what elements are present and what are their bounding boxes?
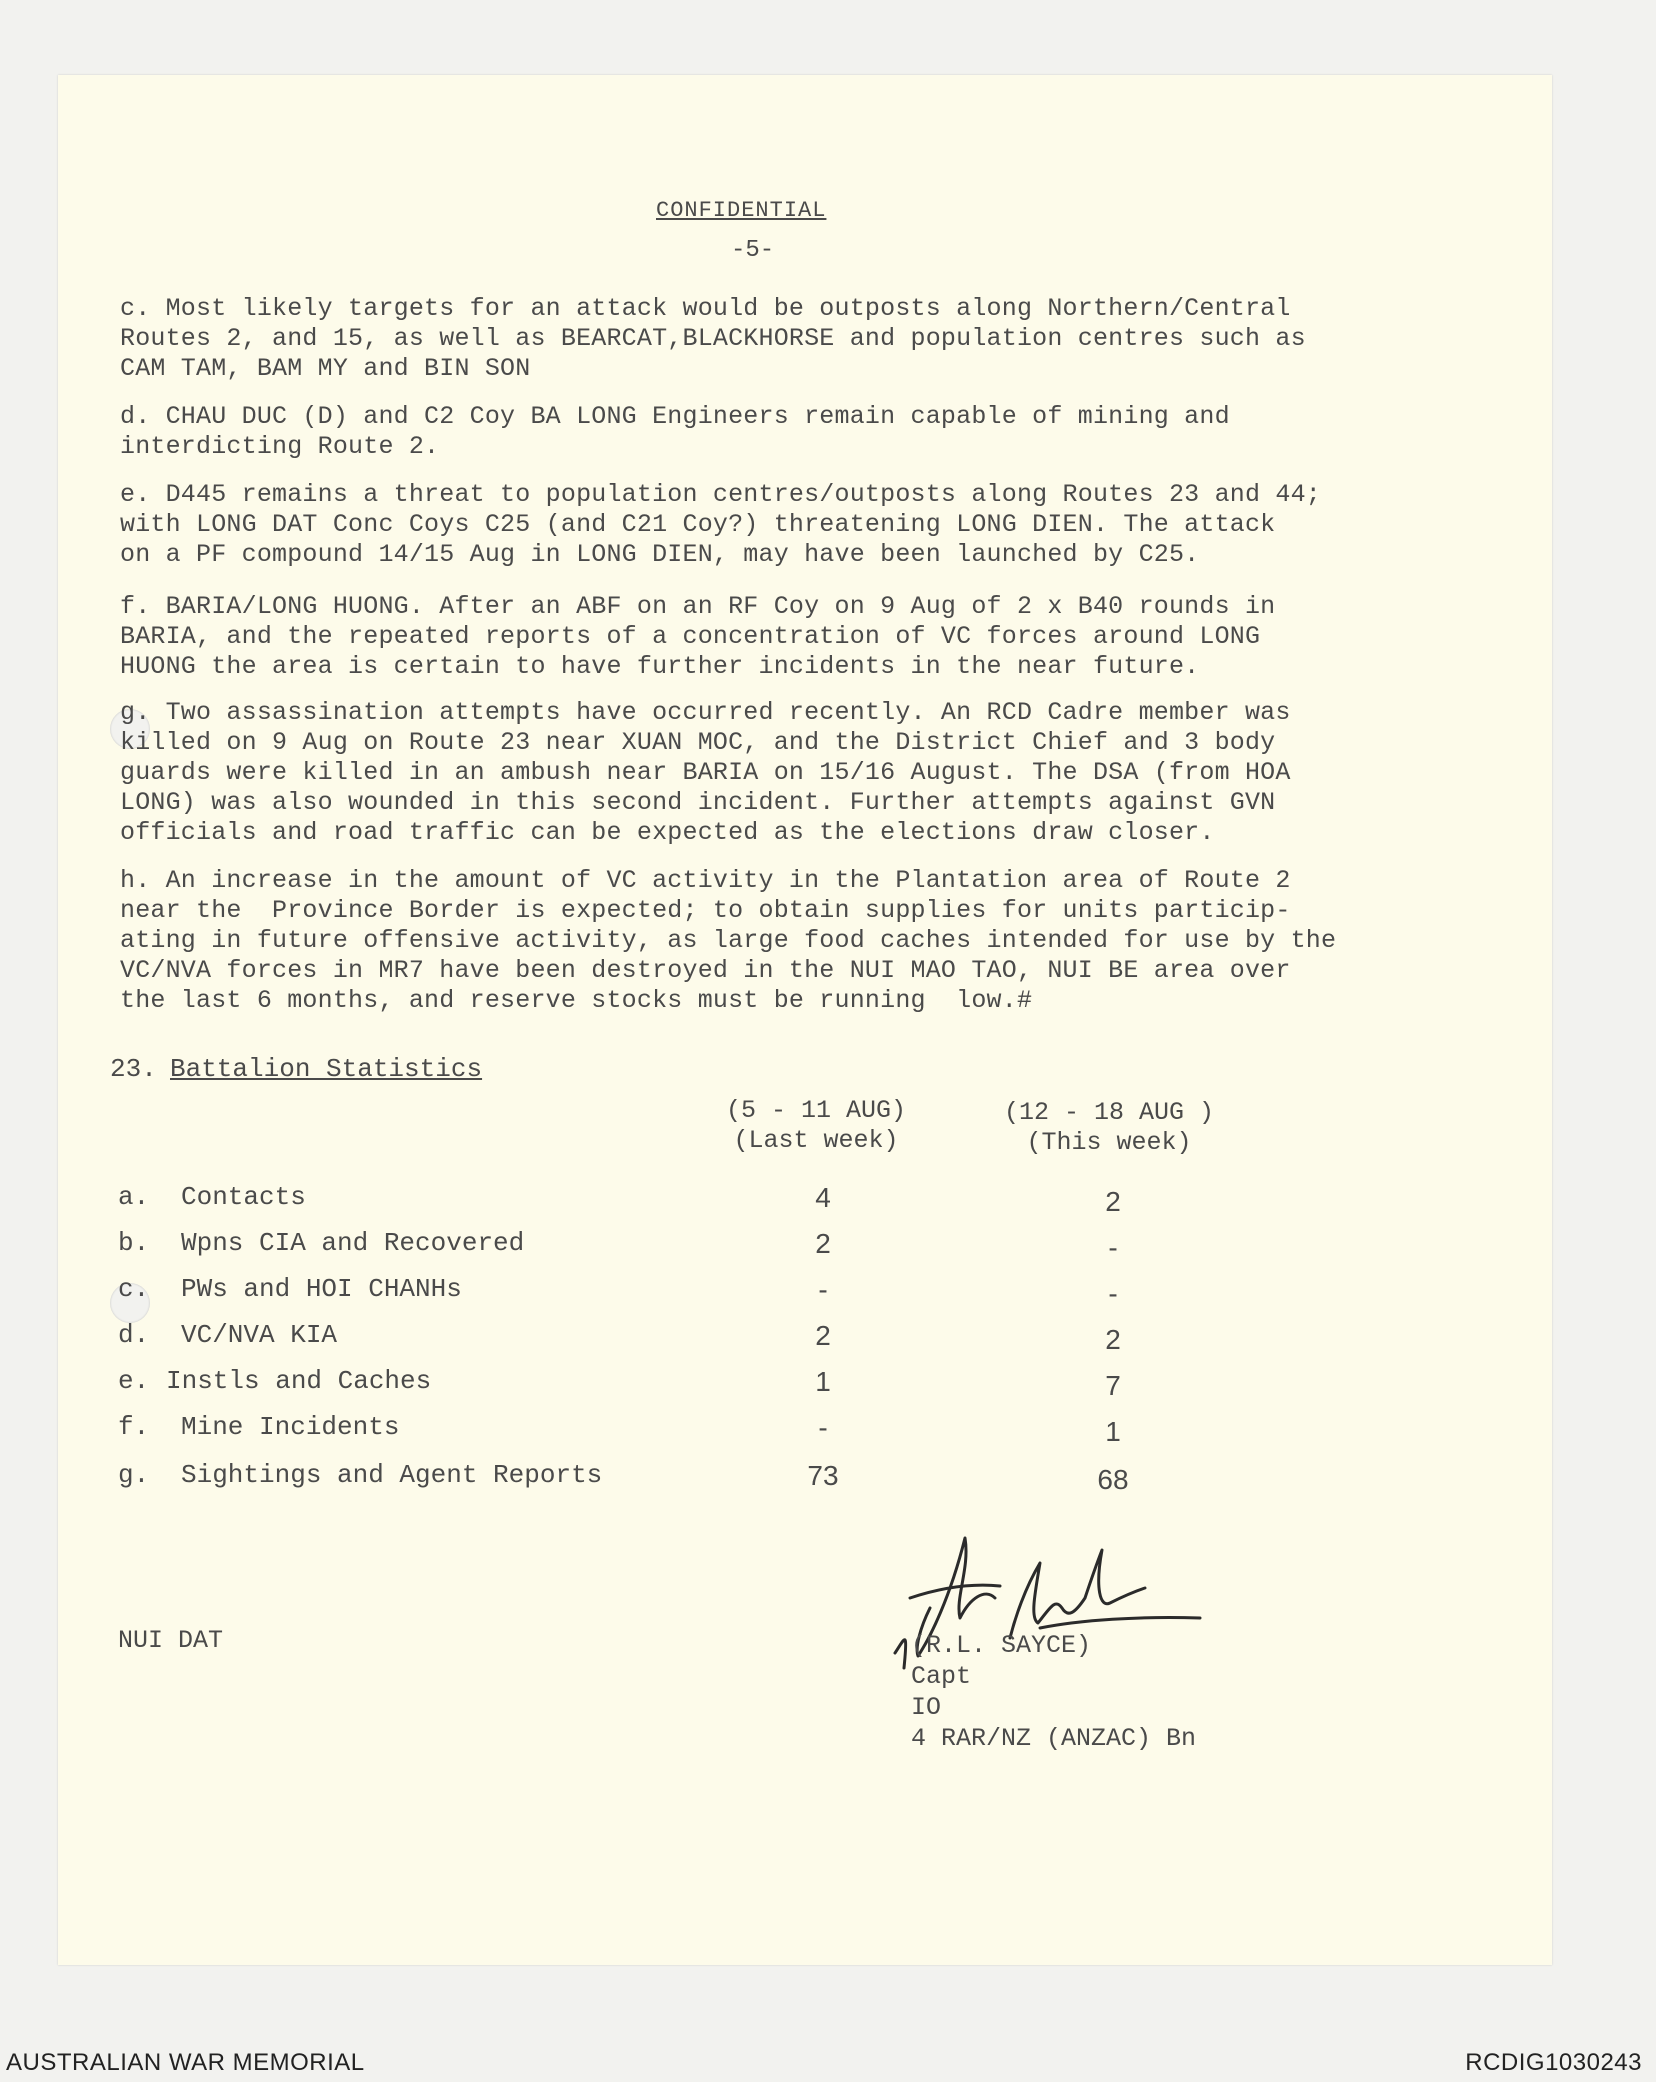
column-date-range: (12 - 18 AUG ): [1003, 1098, 1215, 1127]
text-line: d. CHAU DUC (D) and C2 Coy BA LONG Engineers remain capable of mining and: [120, 402, 1230, 431]
text-line: g. Two assassination attempts have occurred recently. An RCD Cadre member was: [120, 698, 1291, 727]
signatory-unit: 4 RAR/NZ (ANZAC) Bn: [911, 1724, 1197, 1753]
text-line: guards were killed in an ambush near BARIA on 15/16 August. The DSA (from HOA: [120, 758, 1291, 787]
row-letter: c.: [118, 1274, 150, 1304]
text-line: LONG) was also wounded in this second incident. Further attempts against GVN: [120, 788, 1276, 817]
this-week-value: 1: [1105, 1416, 1121, 1447]
row-letter: b.: [118, 1228, 150, 1258]
last-week-value: 1: [815, 1366, 831, 1397]
text-line: c. Most likely targets for an attack would be outposts along Northern/Central: [120, 294, 1291, 323]
classification-heading: CONFIDENTIAL: [656, 198, 827, 223]
location: NUI DAT: [118, 1626, 224, 1655]
text-line: ating in future offensive activity, as large food caches intended for use by the: [120, 926, 1337, 955]
stats-row: [118, 1320, 1258, 1356]
paragraph-d: [120, 402, 1350, 462]
archive-institution: AUSTRALIAN WAR MEMORIAL: [6, 2049, 365, 2076]
section-title: Battalion Statistics: [170, 1054, 483, 1084]
row-letter: f.: [118, 1412, 150, 1442]
last-week-value: -: [818, 1274, 828, 1305]
stats-row: [118, 1228, 1258, 1264]
this-week-value: 68: [1097, 1464, 1129, 1495]
text-line: HUONG the area is certain to have further incidents in the near future.: [120, 652, 1200, 681]
row-letter: a.: [118, 1182, 150, 1212]
section-number: 23.: [110, 1054, 157, 1084]
last-week-value: 2: [815, 1228, 831, 1259]
column-label: (Last week): [733, 1126, 899, 1155]
text-line: f. BARIA/LONG HUONG. After an ABF on an RF Coy on 9 Aug of 2 x B40 rounds in: [120, 592, 1276, 621]
text-line: near the Province Border is expected; to obtain supplies for units particip-: [120, 896, 1291, 925]
last-week-value: 73: [807, 1460, 839, 1491]
text-line: with LONG DAT Conc Coys C25 (and C21 Coy?) threatening LONG DIEN. The attack: [120, 510, 1276, 539]
this-week-value: 2: [1105, 1324, 1121, 1355]
paragraph-e: [120, 480, 1350, 570]
column-header-this-week: [989, 1098, 1229, 1158]
text-line: the last 6 months, and reserve stocks must be running low.#: [120, 986, 1033, 1015]
text-line: h. An increase in the amount of VC activity in the Plantation area of Route 2: [120, 866, 1291, 895]
paragraph-c: [120, 294, 1350, 384]
signatory-role: IO: [911, 1693, 942, 1722]
stats-row: [118, 1182, 1258, 1218]
signatory-rank: Capt: [911, 1662, 972, 1691]
row-label: VC/NVA KIA: [181, 1320, 338, 1350]
stats-row: [118, 1274, 1258, 1310]
signatory-name: (R.L. SAYCE): [911, 1631, 1092, 1660]
this-week-value: 7: [1105, 1370, 1121, 1401]
paragraph-f: [120, 592, 1350, 682]
stats-row: [118, 1366, 1258, 1402]
this-week-value: -: [1108, 1232, 1118, 1263]
row-letter: e.: [118, 1366, 150, 1396]
last-week-value: -: [818, 1412, 828, 1443]
page-number: -5-: [731, 237, 775, 264]
row-label: Sightings and Agent Reports: [181, 1460, 603, 1490]
stats-row: [118, 1460, 1258, 1496]
row-letter: d.: [118, 1320, 150, 1350]
text-line: VC/NVA forces in MR7 have been destroyed in the NUI MAO TAO, NUI BE area over: [120, 956, 1291, 985]
text-line: officials and road traffic can be expected as the elections draw closer.: [120, 818, 1215, 847]
row-label: Contacts: [181, 1182, 306, 1212]
row-letter: g.: [118, 1460, 150, 1490]
last-week-value: 2: [815, 1320, 831, 1351]
row-label: Wpns CIA and Recovered: [181, 1228, 525, 1258]
column-label: (This week): [1026, 1128, 1192, 1157]
last-week-value: 4: [815, 1182, 831, 1213]
archive-reference: RCDIG1030243: [1465, 2049, 1642, 2076]
this-week-value: -: [1108, 1278, 1118, 1309]
row-label: PWs and HOI CHANHs: [181, 1274, 462, 1304]
text-line: on a PF compound 14/15 Aug in LONG DIEN, may have been launched by C25.: [120, 540, 1200, 569]
text-line: killed on 9 Aug on Route 23 near XUAN MOC, and the District Chief and 3 body: [120, 728, 1276, 757]
text-line: CAM TAM, BAM MY and BIN SON: [120, 354, 531, 383]
this-week-value: 2: [1105, 1186, 1121, 1217]
text-line: BARIA, and the repeated reports of a concentration of VC forces around LONG: [120, 622, 1261, 651]
stats-row: [118, 1412, 1258, 1448]
paragraph-g: [120, 698, 1350, 848]
text-line: interdicting Route 2.: [120, 432, 440, 461]
signature-block: [911, 1630, 1196, 1754]
column-header-last-week: [696, 1096, 936, 1156]
row-label: Mine Incidents: [181, 1412, 400, 1442]
row-label: Instls and Caches: [166, 1366, 432, 1396]
column-date-range: (5 - 11 AUG): [725, 1096, 907, 1125]
text-line: e. D445 remains a threat to population centres/outposts along Routes 23 and 44;: [120, 480, 1321, 509]
paragraph-h: [120, 866, 1350, 1016]
text-line: Routes 2, and 15, as well as BEARCAT,BLACKHORSE and population centres such as: [120, 324, 1306, 353]
